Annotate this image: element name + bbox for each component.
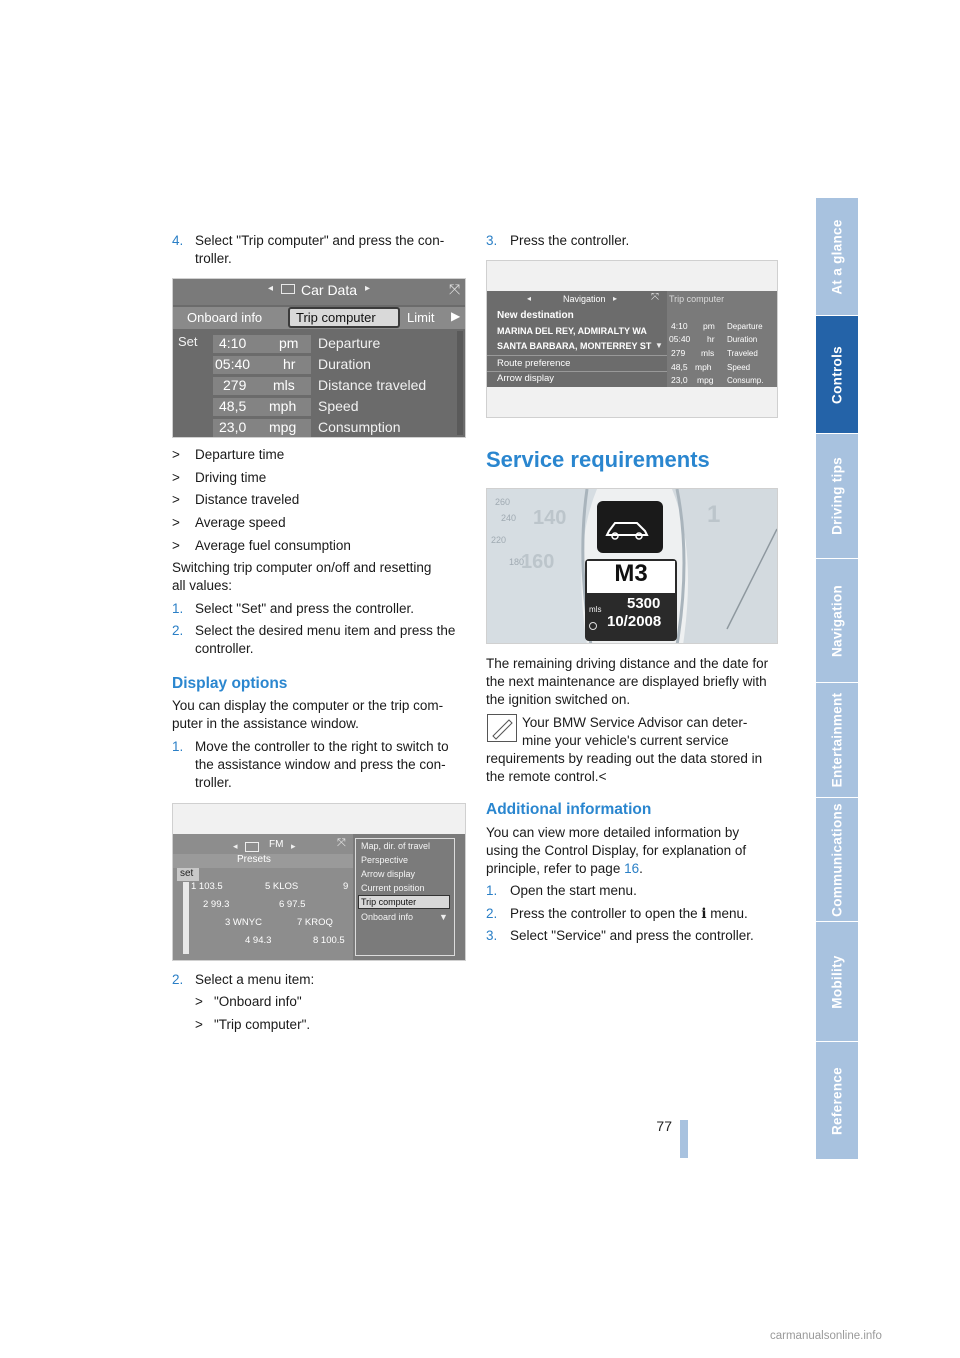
station[interactable]: 5 KLOS: [265, 881, 299, 892]
car-data-icon: [281, 284, 295, 294]
nav-title: Navigation: [563, 294, 606, 304]
step-number: 2.: [486, 906, 498, 921]
row-label: Speed: [727, 363, 751, 372]
step-text: Press the controller.: [510, 233, 630, 248]
assistance-window-screenshot: [172, 803, 466, 961]
section-heading: Service requirements: [486, 447, 710, 472]
tab-communications[interactable]: [816, 798, 858, 922]
row-value: 4:10: [671, 321, 688, 331]
tab-label: Mobility: [829, 954, 845, 1009]
paragraph: puter in the assistance window.: [172, 716, 359, 731]
row-label: Duration: [318, 356, 371, 372]
note-text: [486, 768, 606, 786]
paragraph: the ignition switched on.: [486, 692, 631, 707]
scale-mark: 180: [509, 557, 525, 567]
step-text-part: Press the controller to open the: [510, 906, 702, 921]
scroll-down-icon: ▼: [655, 341, 663, 350]
step-text: controller.: [195, 641, 254, 656]
tab-onboard-info[interactable]: Onboard info: [187, 310, 263, 325]
station[interactable]: 4 94.3: [245, 935, 272, 946]
tab-label: Reference: [829, 1066, 845, 1135]
menu-item[interactable]: Arrow display: [361, 869, 416, 879]
row-value: 48,5: [671, 362, 688, 372]
bullet-marker: >: [172, 470, 180, 485]
row-label: Speed: [318, 398, 359, 414]
row-label: Departure: [318, 335, 381, 351]
row-unit: pm: [279, 335, 299, 351]
bullet-marker: >: [172, 492, 180, 507]
chevron-right-icon: ▸: [365, 283, 371, 294]
station[interactable]: 2 99.3: [203, 899, 230, 910]
level-bar: [183, 882, 189, 954]
step-number: 4.: [172, 233, 184, 248]
row-label: Consumption: [318, 419, 401, 435]
scrollbar[interactable]: [457, 331, 463, 435]
row-value: 05:40: [215, 356, 251, 372]
tab-label: Controls: [829, 345, 845, 404]
tab-navigation[interactable]: [816, 559, 858, 683]
row-value: 48,5: [219, 398, 247, 414]
row-unit: hr: [707, 334, 715, 344]
row-unit: mpg: [269, 419, 297, 435]
scroll-down-icon: ▼: [439, 912, 448, 922]
set-label[interactable]: set: [180, 868, 194, 879]
step-text: the assistance window and press the con-: [195, 757, 446, 772]
scale-mark: 140: [533, 507, 567, 529]
expand-icon: ⤧: [449, 281, 461, 297]
paragraph: You can display the computer or the trip com-: [172, 698, 444, 713]
step-text: Select the desired menu item and press the: [195, 623, 456, 638]
row-value: 23,0: [671, 375, 688, 385]
scroll-right-icon: ▶: [451, 309, 461, 323]
end-mark: <: [598, 769, 607, 784]
row-unit: hr: [283, 356, 296, 372]
step-text: [510, 905, 748, 923]
chevron-right-icon: ▸: [613, 294, 618, 303]
instrument-cluster-image: [486, 488, 778, 644]
step-number: 3.: [486, 233, 498, 248]
tab-driving-tips[interactable]: [816, 434, 858, 559]
set-label[interactable]: Set: [178, 334, 198, 349]
row-value: 23,0: [219, 419, 247, 435]
trip-title: Trip computer: [669, 294, 725, 304]
step-text: Select a menu item:: [195, 972, 315, 987]
expand-icon: ⤧: [651, 292, 659, 303]
step-text-part: menu.: [706, 906, 748, 921]
bullet-marker: >: [195, 1017, 203, 1032]
step-number: 1.: [486, 883, 498, 898]
step-number: 1.: [172, 739, 184, 754]
step-text: Select "Trip computer" and press the con-: [195, 233, 445, 248]
row-label: Consump.: [727, 376, 764, 385]
row-value: 4:10: [219, 335, 247, 351]
note-text: requirements by reading out the data stored in: [486, 751, 763, 766]
row-value: 279: [671, 348, 686, 358]
tab-label: At a glance: [829, 218, 845, 295]
row-label: Distance traveled: [318, 377, 427, 393]
station[interactable]: 1 103.5: [191, 881, 223, 892]
navigation-trip-screenshot: [486, 260, 778, 418]
section-heading: Display options: [172, 675, 288, 692]
scale-mark: 160: [521, 551, 555, 573]
paragraph-text: principle, refer to page: [486, 861, 625, 876]
list-item: Driving time: [195, 470, 267, 485]
station[interactable]: 9: [343, 881, 349, 892]
step-text: troller.: [195, 775, 232, 790]
note-text: mine your vehicle's current service: [522, 733, 729, 748]
row-label: Departure: [727, 322, 763, 331]
destination-item[interactable]: MARINA DEL REY, ADMIRALTY WA: [497, 326, 647, 336]
screen-title: Car Data: [301, 282, 358, 298]
chevron-right-icon: ▸: [291, 841, 296, 851]
step-text: Move the controller to the right to switch to: [195, 739, 449, 754]
tab-entertainment[interactable]: [816, 683, 858, 798]
note-icon: [487, 714, 517, 742]
paragraph: The remaining driving distance and the date for: [486, 656, 769, 671]
paragraph: all values:: [172, 578, 233, 593]
arrow-display[interactable]: Arrow display: [497, 373, 555, 384]
menu-item[interactable]: Map, dir. of travel: [361, 841, 431, 851]
chapter-tabs: [816, 198, 858, 1160]
route-preference[interactable]: Route preference: [497, 358, 571, 369]
tab-trip-computer[interactable]: Trip computer: [296, 310, 376, 325]
scale-mark: 240: [501, 513, 517, 523]
list-item: "Onboard info": [214, 994, 302, 1009]
station[interactable]: 3 WNYC: [225, 917, 262, 928]
row-label: Traveled: [727, 349, 758, 358]
info-icon: i: [701, 906, 707, 922]
step-text: Select "Set" and press the controller.: [195, 601, 414, 616]
section-heading: Additional information: [486, 801, 652, 818]
paragraph: You can view more detailed information by: [486, 825, 740, 840]
page-marker-bar: [680, 1120, 688, 1158]
row-unit: mph: [695, 362, 712, 372]
list-item: "Trip computer".: [214, 1017, 311, 1032]
bullet-marker: >: [172, 538, 180, 553]
page-reference-link[interactable]: 16: [624, 861, 640, 876]
menu-item[interactable]: Current position: [361, 883, 425, 893]
list-item: Departure time: [195, 447, 285, 462]
band-label: FM: [269, 839, 284, 850]
scale-mark: 1: [707, 501, 721, 528]
paragraph: Switching trip computer on/off and resetting: [172, 560, 432, 575]
list-item: Average fuel consumption: [195, 538, 351, 553]
paragraph: [486, 860, 643, 878]
row-unit: mls: [273, 377, 295, 393]
bullet-marker: >: [172, 515, 180, 530]
step-text: Open the start menu.: [510, 883, 637, 898]
service-date: 10/2008: [607, 613, 662, 630]
row-unit: mph: [269, 398, 297, 414]
chevron-left-icon: ◂: [268, 283, 274, 294]
scale-mark: 220: [491, 535, 507, 545]
row-label: Duration: [727, 335, 758, 344]
step-number: 2.: [172, 972, 184, 987]
note-text: Your BMW Service Advisor can deter-: [522, 715, 748, 730]
note-text-end: the remote control.: [486, 769, 599, 784]
station[interactable]: 8 100.5: [313, 935, 345, 946]
paragraph-text: .: [639, 861, 643, 876]
step-number: 3.: [486, 928, 498, 943]
step-number: 1.: [172, 601, 184, 616]
new-destination[interactable]: New destination: [497, 310, 574, 321]
tab-controls[interactable]: [816, 316, 858, 434]
step-text: troller.: [195, 251, 232, 266]
page-number: 77: [656, 1118, 672, 1134]
chevron-left-icon: ◂: [527, 294, 532, 303]
tab-mobility[interactable]: [816, 922, 858, 1042]
tab-label: Communications: [829, 802, 845, 917]
row-unit: pm: [703, 321, 715, 331]
row-unit: mls: [701, 348, 715, 358]
row-value: 05:40: [669, 334, 691, 344]
bullet-marker: >: [195, 994, 203, 1009]
menu-item[interactable]: Onboard info: [361, 912, 414, 922]
expand-icon: ⤧: [337, 837, 346, 849]
chevron-left-icon: ◂: [233, 841, 238, 851]
tab-limit[interactable]: Limit: [407, 310, 435, 325]
list-item: Average speed: [195, 515, 286, 530]
unit-label: mls: [589, 605, 602, 614]
step-text: Select "Service" and press the controller.: [510, 928, 754, 943]
remaining-distance: 5300: [627, 595, 661, 612]
station[interactable]: 7 KROQ: [297, 917, 333, 928]
paragraph: using the Control Display, for explanation of: [486, 843, 747, 858]
scale-mark: 260: [495, 497, 511, 507]
tab-at-a-glance[interactable]: [816, 198, 858, 316]
destination-item[interactable]: SANTA BARBARA, MONTERREY ST: [497, 341, 652, 351]
menu-item-selected[interactable]: Trip computer: [361, 897, 417, 907]
bullet-marker: >: [172, 447, 180, 462]
row-unit: mpg: [697, 375, 714, 385]
station[interactable]: 6 97.5: [279, 899, 306, 910]
model-badge: M3: [614, 560, 648, 587]
tab-label: Entertainment: [829, 692, 845, 788]
paragraph: the next maintenance are displayed briefly with: [486, 674, 767, 689]
watermark: carmanualsonline.info: [770, 1330, 882, 1342]
tab-label: Navigation: [829, 584, 845, 657]
presets-label: Presets: [237, 854, 271, 865]
row-value: 279: [223, 377, 247, 393]
list-item: Distance traveled: [195, 492, 300, 507]
tab-label: Driving tips: [829, 457, 845, 535]
radio-icon: [245, 842, 259, 852]
menu-item[interactable]: Perspective: [361, 855, 409, 865]
step-number: 2.: [172, 623, 184, 638]
trip-computer-screenshot: [172, 278, 466, 438]
tab-reference[interactable]: [816, 1042, 858, 1160]
